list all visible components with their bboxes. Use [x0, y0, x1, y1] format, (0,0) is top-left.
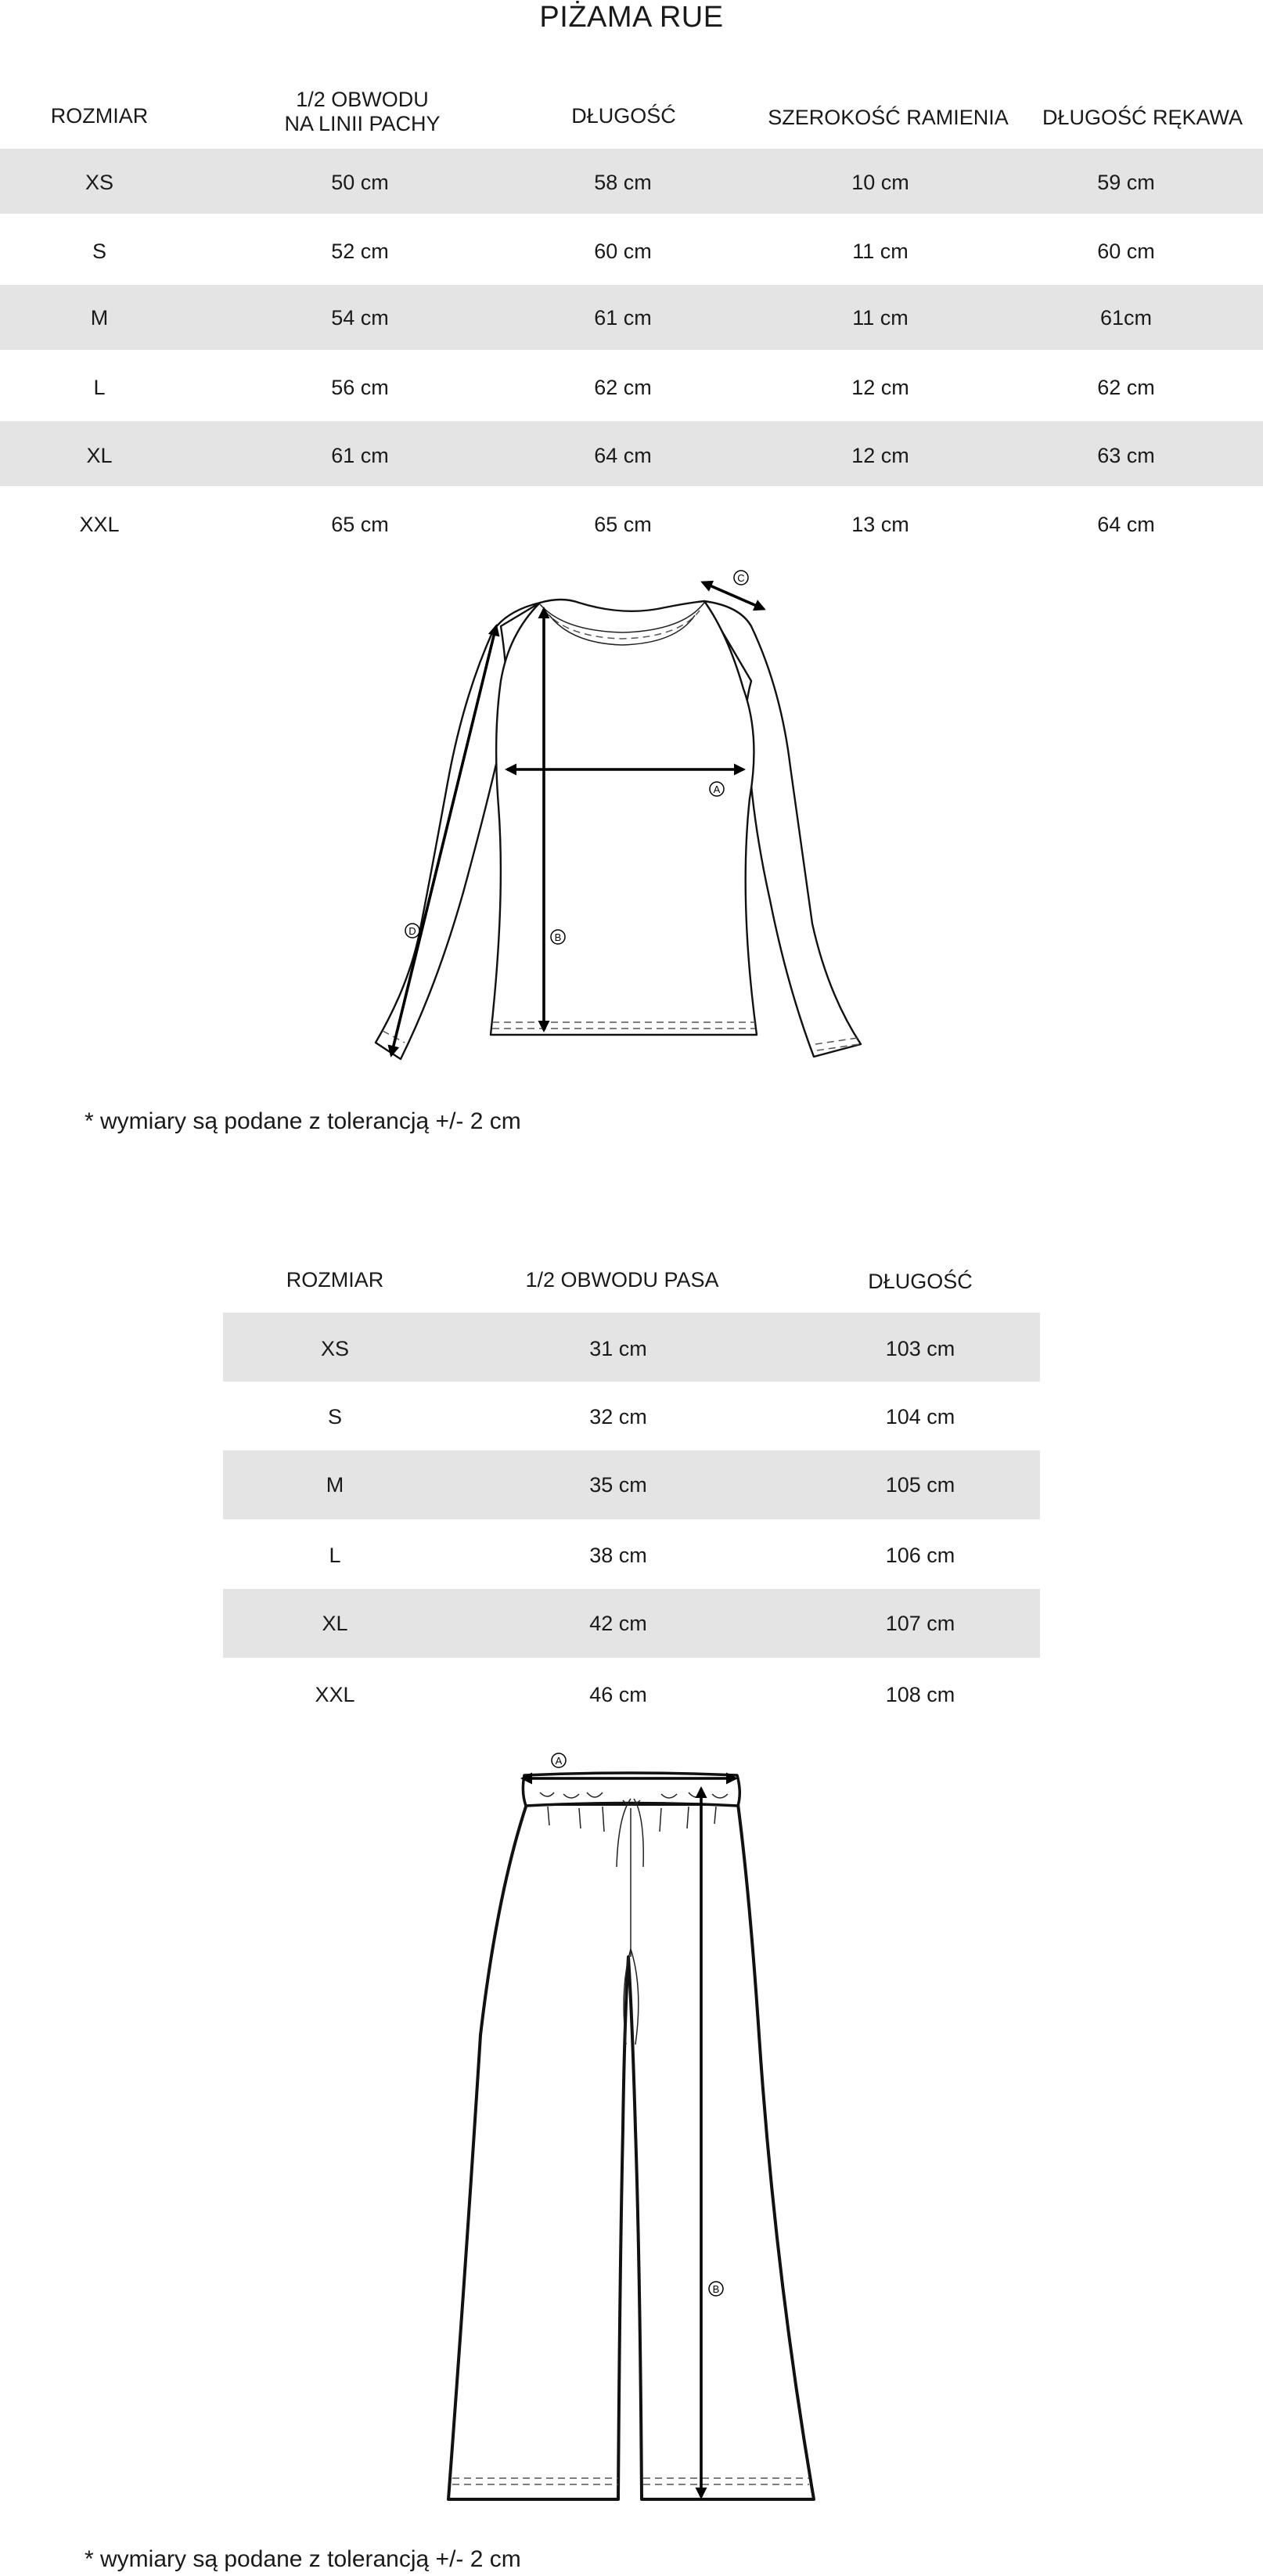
page-title: PIŻAMA RUE [539, 1, 724, 34]
svg-text:A: A [713, 784, 721, 795]
svg-text:D: D [408, 925, 416, 937]
row-waist: 42 cm [589, 1611, 647, 1635]
tolerance-note: * wymiary są podane z tolerancją +/- 2 cm [85, 1108, 521, 1134]
label-b [551, 930, 565, 944]
row-size: L [93, 375, 106, 399]
row-chest: 65 cm [331, 512, 389, 536]
top-header-sleeve: DŁUGOŚĆ RĘKAWA [1042, 105, 1243, 129]
bottom-header-length: DŁUGOŚĆ [868, 1269, 973, 1293]
pants-diagram [0, 1746, 1263, 2520]
row-sleeve: 64 cm [1097, 512, 1155, 536]
row-waist: 32 cm [589, 1404, 647, 1429]
row-sleeve: 61cm [1099, 305, 1153, 330]
row-length: 105 cm [885, 1472, 955, 1497]
label-a [552, 1753, 566, 1767]
label-b [709, 2282, 723, 2296]
bottom-header-waist: 1/2 OBWODU PASA [525, 1267, 719, 1292]
row-chest: 54 cm [331, 305, 389, 330]
row-shoulder: 12 cm [851, 375, 909, 399]
row-sleeve: 63 cm [1097, 443, 1155, 467]
row-size: M [90, 305, 109, 330]
row-length: 62 cm [594, 375, 652, 399]
row-size: XS [85, 170, 114, 194]
row-waist: 46 cm [589, 1682, 647, 1706]
row-length: 65 cm [594, 512, 652, 536]
label-c [734, 571, 748, 585]
top-header-size: ROZMIAR [50, 103, 149, 128]
svg-text:C: C [737, 572, 745, 584]
svg-text:B: B [712, 2283, 720, 2295]
row-length: 58 cm [594, 170, 652, 194]
shirt-diagram [0, 548, 1263, 1080]
svg-text:B: B [554, 931, 562, 943]
row-shoulder: 12 cm [851, 443, 909, 467]
row-shoulder: 11 cm [852, 305, 909, 330]
tolerance-note: * wymiary są podane z tolerancją +/- 2 cm [85, 2546, 521, 2572]
row-chest: 61 cm [331, 443, 389, 467]
row-length: 64 cm [594, 443, 652, 467]
row-length: 103 cm [885, 1336, 955, 1360]
row-size: L [329, 1543, 341, 1567]
row-shoulder: 10 cm [851, 170, 909, 194]
row-waist: 35 cm [589, 1472, 647, 1497]
row-length: 60 cm [594, 239, 652, 263]
bottom-header-size: ROZMIAR [286, 1267, 384, 1292]
row-size: XL [322, 1611, 348, 1635]
row-size: XXL [315, 1682, 355, 1706]
top-header-shoulder: SZEROKOŚĆ RAMIENIA [768, 105, 1009, 129]
row-length: 106 cm [885, 1543, 955, 1567]
row-length: 104 cm [885, 1404, 955, 1429]
label-a [710, 782, 724, 796]
row-waist: 31 cm [589, 1336, 647, 1360]
top-header-length: DŁUGOŚĆ [571, 103, 676, 128]
row-length: 108 cm [885, 1682, 955, 1706]
row-size: S [92, 239, 106, 263]
row-shoulder: 13 cm [851, 512, 909, 536]
row-sleeve: 60 cm [1097, 239, 1155, 263]
row-chest: 50 cm [331, 170, 389, 194]
row-shoulder: 11 cm [852, 239, 909, 263]
row-length: 61 cm [594, 305, 652, 330]
row-size: S [327, 1404, 342, 1429]
row-size: XS [320, 1336, 350, 1360]
row-size: XL [86, 443, 113, 467]
row-length: 107 cm [885, 1611, 955, 1635]
svg-text:A: A [555, 1755, 563, 1767]
row-chest: 52 cm [331, 239, 389, 263]
row-chest: 56 cm [331, 375, 389, 399]
sleeve-arrow [391, 626, 496, 1055]
row-size: M [326, 1472, 344, 1497]
row-sleeve: 59 cm [1097, 170, 1155, 194]
shirt-body [491, 600, 757, 1035]
row-waist: 38 cm [589, 1543, 647, 1567]
row-size: XXL [79, 512, 120, 536]
label-d [405, 924, 419, 938]
row-sleeve: 62 cm [1097, 375, 1155, 399]
top-header-chest: 1/2 OBWODU NA LINII PACHY [284, 88, 441, 135]
